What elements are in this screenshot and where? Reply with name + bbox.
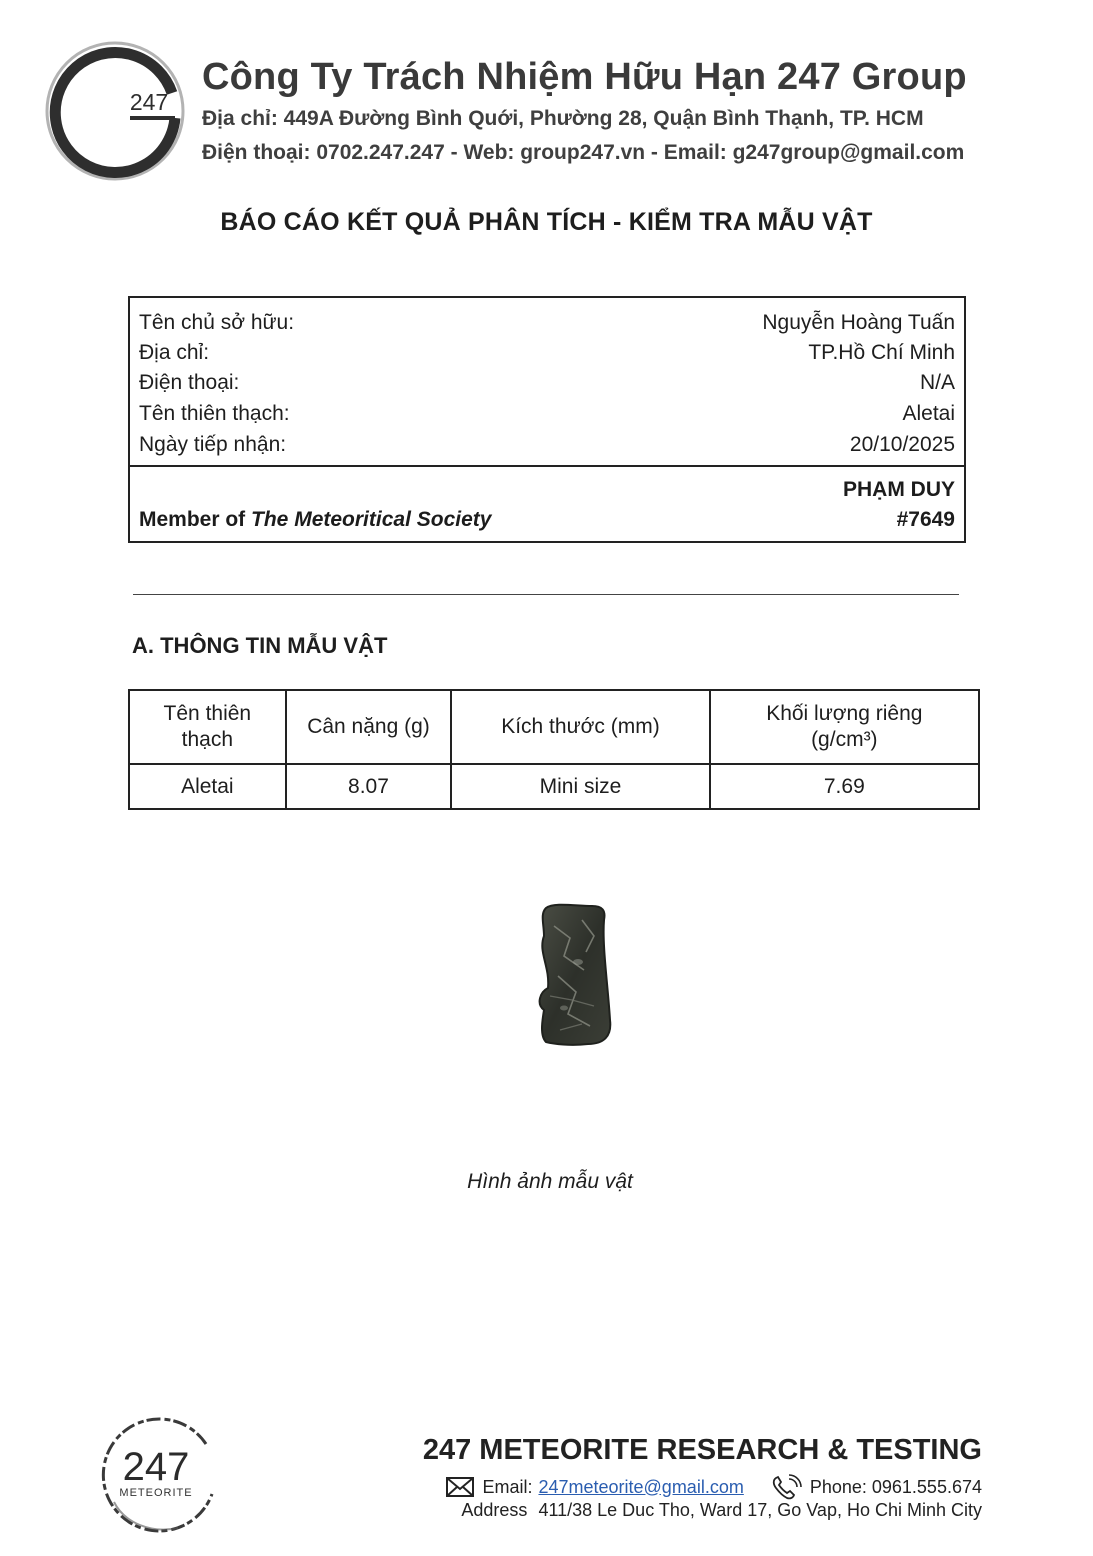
- section-a-title: A. THÔNG TIN MẪU VẬT: [132, 633, 388, 658]
- owner-label: Địa chỉ:: [139, 341, 210, 364]
- report-title: BÁO CÁO KẾT QUẢ PHÂN TÍCH - KIỂM TRA MẪU VẬT: [220, 208, 873, 236]
- owner-value: Aletai: [902, 402, 955, 425]
- phone-icon: [770, 1474, 802, 1500]
- table-header-size: Kích thước (mm): [451, 690, 709, 764]
- member-number: #7649: [896, 508, 955, 531]
- owner-label: Điện thoại:: [139, 371, 240, 394]
- footer-address-label: Address: [461, 1500, 528, 1520]
- footer-address-value: 411/38 Le Duc Tho, Ward 17, Go Vap, Ho Chi Minh City: [538, 1500, 982, 1520]
- owner-row-name: [139, 308, 955, 338]
- envelope-icon: [446, 1477, 474, 1497]
- meteorite-stamp-logo: [94, 1410, 224, 1540]
- table-cell-name: Aletai: [129, 764, 286, 809]
- owner-label: Tên chủ sở hữu:: [139, 311, 295, 334]
- owner-label: Ngày tiếp nhận:: [139, 433, 287, 456]
- owner-row-received-date: [139, 430, 955, 460]
- owner-value: TP.Hồ Chí Minh: [808, 341, 955, 364]
- table-cell-size: Mini size: [451, 764, 709, 809]
- section-divider: [133, 594, 959, 595]
- footer-email-label: Email:: [482, 1476, 533, 1497]
- table-cell-weight: 8.07: [286, 764, 452, 809]
- table-header-weight: Cân nặng (g): [286, 690, 452, 764]
- table-header-row: [129, 690, 979, 764]
- logo-text: 247: [129, 89, 169, 115]
- company-name: Công Ty Trách Nhiệm Hữu Hạn 247 Group: [202, 56, 967, 98]
- stamp-label: METEORITE: [119, 1487, 193, 1499]
- sample-info-table: [128, 689, 980, 810]
- owner-info-box: [128, 296, 966, 543]
- footer-email-link[interactable]: 247meteorite@gmail.com: [538, 1476, 744, 1497]
- table-cell-density: 7.69: [710, 764, 979, 809]
- footer-address: [461, 1500, 982, 1521]
- stamp-number: 247: [122, 1445, 190, 1489]
- owner-row-phone: [139, 368, 955, 398]
- photo-caption: Hình ảnh mẫu vật: [467, 1170, 633, 1193]
- owner-value: Nguyễn Hoàng Tuấn: [762, 311, 955, 334]
- member-name: PHẠM DUY: [842, 478, 955, 501]
- table-header-density: Khối lượng riêng (g/cm³): [710, 690, 979, 764]
- member-society: [139, 508, 491, 532]
- member-prefix: Member of: [139, 508, 246, 531]
- company-logo: [44, 40, 186, 182]
- owner-value: 20/10/2025: [849, 433, 955, 456]
- owner-row-meteorite: [139, 399, 955, 429]
- company-contact: Điện thoại: 0702.247.247 - Web: group247.vn - Email: g247group@gmail.com: [202, 141, 965, 164]
- member-society-name: The Meteoritical Society: [251, 508, 492, 531]
- owner-label: Tên thiên thạch:: [139, 402, 290, 425]
- table-header-name: Tên thiên thạch: [129, 690, 286, 764]
- table-row: [129, 764, 979, 809]
- meteorite-sample-photo: [524, 896, 624, 1052]
- footer-title: 247 METEORITE RESEARCH & TESTING: [422, 1434, 982, 1466]
- member-row: [139, 508, 955, 532]
- company-address: Địa chỉ: 449A Đường Bình Quới, Phường 28, Quận Bình Thạnh, TP. HCM: [202, 107, 924, 130]
- owner-box-divider: [130, 465, 964, 467]
- owner-row-address: [139, 338, 955, 368]
- footer-contact: [446, 1474, 982, 1500]
- footer-phone: Phone: 0961.555.674: [809, 1476, 982, 1497]
- owner-value: N/A: [919, 371, 955, 394]
